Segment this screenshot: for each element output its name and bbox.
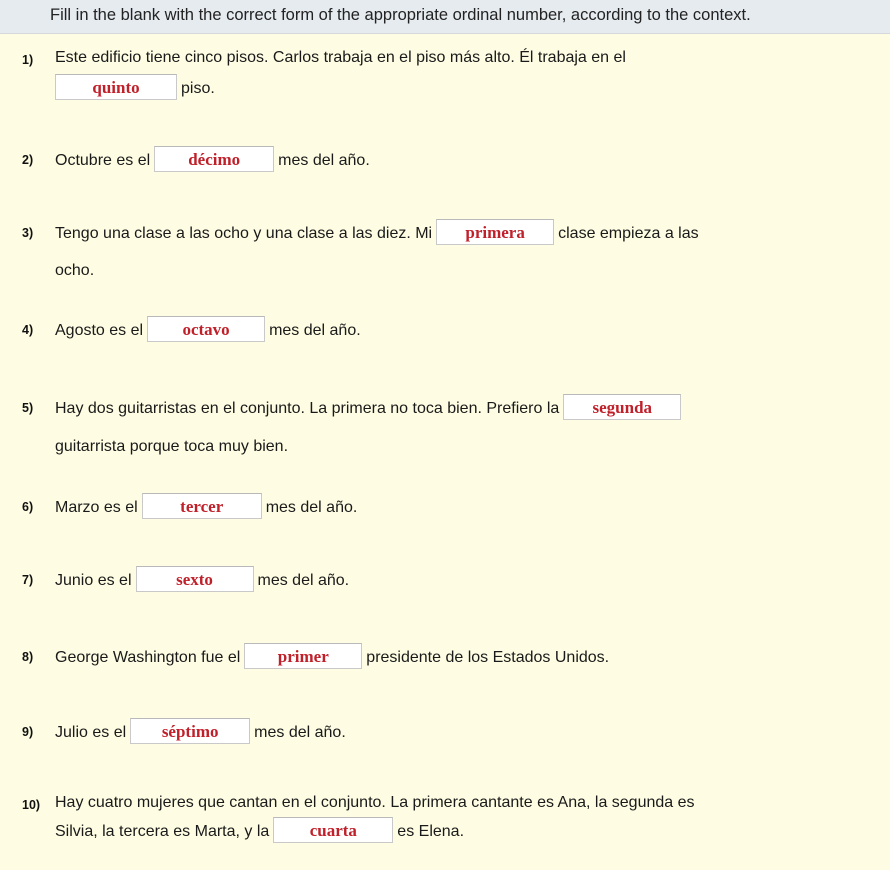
answer-input[interactable]: tercer [142,493,262,519]
instructions-bar [0,0,890,34]
question-text: guitarrista porque toca muy bien. [55,438,289,455]
question-text: mes del año. [257,572,350,590]
question-number: 7) [22,573,34,587]
question-text: Este edificio tiene cinco pisos. Carlos trabaja en el piso más alto. Él trabaja en el [55,49,626,66]
answer-input[interactable]: séptimo [130,718,250,744]
question-number: 5) [22,401,34,415]
instructions-text: Fill in the blank with the correct form of the appropriate ordinal number, according to the context. [50,6,751,24]
question-text: piso. [181,80,215,98]
answer-input[interactable]: cuarta [273,817,393,843]
answer-input[interactable]: quinto [55,74,177,100]
question-number: 4) [22,323,34,337]
question-text: presidente de los Estados Unidos. [366,649,610,667]
question-text: Silvia, la tercera es Marta, y la [55,823,270,841]
question-number: 6) [22,500,34,514]
question-text: mes del año. [269,322,361,340]
question-text: clase empieza a las [558,225,699,243]
answer-input[interactable]: sexto [136,566,254,592]
question-text: mes del año. [265,499,358,517]
question-text: Julio es el [55,724,127,742]
question-text: Octubre es el [55,152,151,170]
question-text: Agosto es el [55,322,144,340]
question-number: 1) [22,53,34,67]
question-text: ocho. [55,262,95,279]
question-text: mes del año. [278,152,370,170]
question-text: es Elena. [397,823,465,841]
question-text: Junio es el [55,572,132,590]
question-text: mes del año. [254,724,346,742]
question-number: 3) [22,226,34,240]
answer-input[interactable]: octavo [147,316,265,342]
question-text: Hay cuatro mujeres que cantan en el conjunto. La primera cantante es Ana, la segunda es [55,794,695,811]
question-number: 9) [22,725,34,739]
answer-input[interactable]: primer [244,643,362,669]
question-text: Marzo es el [55,499,138,517]
answer-input[interactable]: primera [436,219,554,245]
question-number: 10) [22,798,41,812]
question-text: George Washington fue el [55,649,241,667]
question-text: Hay dos guitarristas en el conjunto. La primera no toca bien. Prefiero la [55,400,560,418]
question-number: 2) [22,153,34,167]
question-number: 8) [22,650,34,664]
answer-input[interactable]: segunda [563,394,681,420]
question-text: Tengo una clase a las ocho y una clase a las diez. Mi [55,225,433,243]
answer-input[interactable]: décimo [154,146,274,172]
